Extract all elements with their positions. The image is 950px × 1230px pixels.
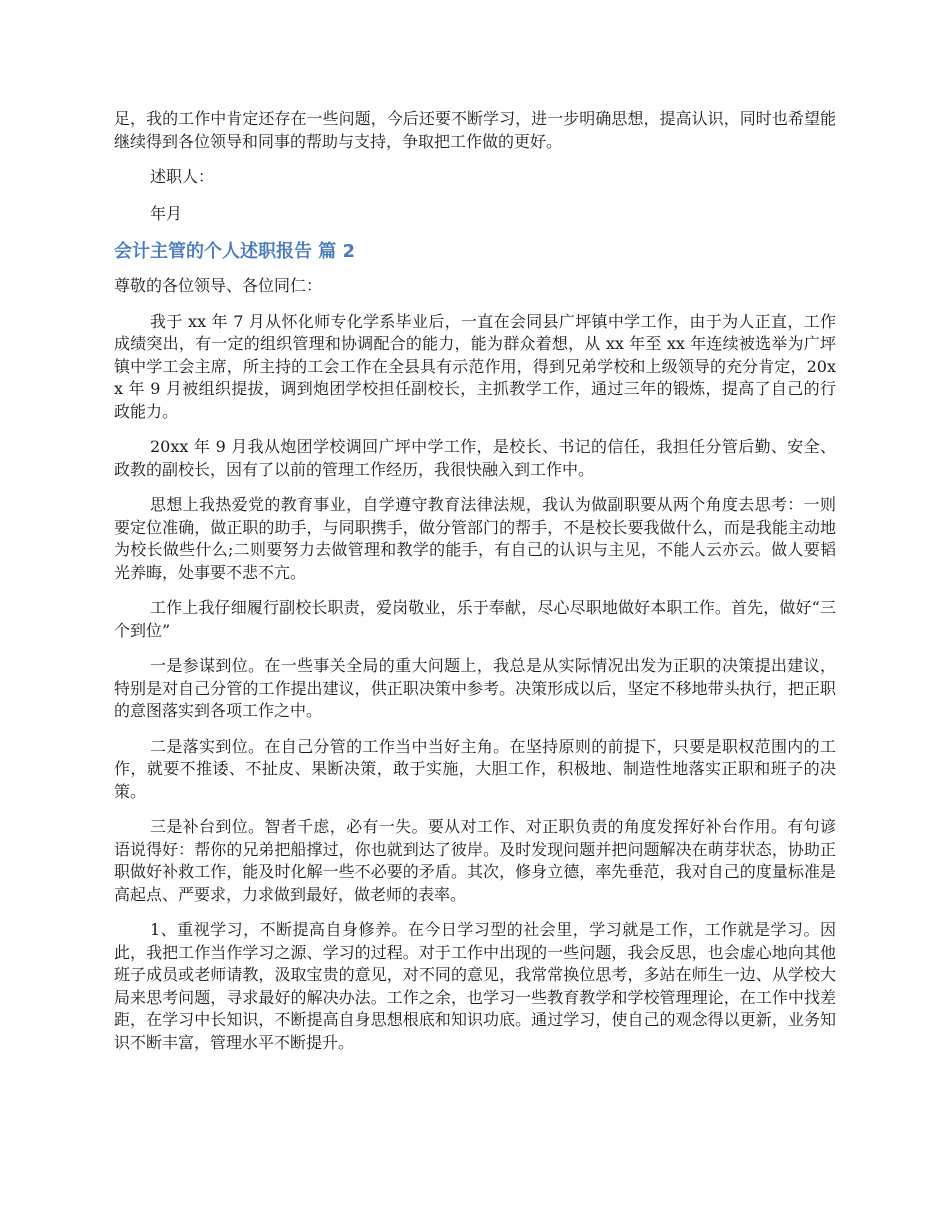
date-label: 年月 bbox=[150, 203, 183, 223]
body-paragraph: 工作上我仔细履行副校长职责，爱岗敬业，乐于奉献，尽心尽职地做好本职工作。首先，做好“三个到位” bbox=[114, 598, 836, 640]
body-paragraph: 思想上我热爱党的教育事业，自学遵守教育法律法规，我认为做副职要从两个角度去思考：一则要定位准确，做正职的助手，与同职携手，做分管部门的帮手，不是校长要我做什么，而是我能主动地为校长做些什么;二则要努力去做管理和教学的能手，有自己的认识与主见，不能人云亦云。做人要韬光养晦，处事要不悲不亢。 bbox=[114, 495, 836, 582]
section-heading: 会计主管的个人述职报告 篇 2 bbox=[114, 241, 356, 262]
body-paragraph: 三是补台到位。智者千虑，必有一失。要从对工作、对正职负责的角度发挥好补台作用。有句谚语说得好：帮你的兄弟把船撑过，你也就到达了彼岸。及时发现问题并把问题解决在萌芽状态，协助正职做好补救工作，能及时化解一些不必要的矛盾。其次，修身立德，率先垂范，我对自己的度量标准是高起点、严要求，力求做到最好，做老师的表率。 bbox=[114, 817, 836, 904]
intro-paragraph: 足，我的工作中肯定还存在一些问题，今后还要不断学习，进一步明确思想，提高认识，同时也希望能继续得到各位领导和同事的帮助与支持，争取把工作做的更好。 bbox=[114, 109, 836, 151]
document-page bbox=[114, 108, 836, 1067]
body-paragraph: 20xx 年 9 月我从炮团学校调回广坪中学工作，是校长、书记的信任，我担任分管后勤、安全、政教的副校长，因有了以前的管理工作经历，我很快融入到工作中。 bbox=[114, 437, 836, 479]
body-paragraph: 二是落实到位。在自己分管的工作当中当好主角。在坚持原则的前提下，只要是职权范围内的工作，就要不推诿、不扯皮、果断决策，敢于实施，大胆工作，积极地、制造性地落实正职和班子的决策。 bbox=[114, 736, 836, 801]
salutation: 尊敬的各位领导、各位同仁： bbox=[114, 276, 323, 295]
body-paragraph: 1、重视学习，不断提高自身修养。在今日学习型的社会里，学习就是工作，工作就是学习。因此，我把工作当作学习之源、学习的过程。对于工作中出现的一些问题，我会反思，也会虚心地向其他班子成员或老师请教，汲取宝贵的意见，对不同的意见，我常常换位思考，多站在师生一边、从学校大局来思考问题，寻求最好的解决办法。工作之余，也学习一些教育教学和学校管理理论，在工作中找差距，在学习中长知识，不断提高自身思想根底和知识功底。通过学习，使自己的观念得以更新，业务知识不断丰富，管理水平不断提升。 bbox=[114, 920, 836, 1052]
body-paragraph: 我于 xx 年 7 月从怀化师专化学系毕业后，一直在会同县广坪镇中学工作，由于为人正直，工作成绩突出，有一定的组织管理和协调配合的能力，能为群众着想，从 xx 年至 xx 年连续被选举为广坪镇中学工会主席，所主持的工会工作在全县具有示范作用，得到兄弟学校和上级领导的充分肯定，20xx 年 9 月被组织提拔，调到炮团学校担任副校长，主抓教学工作，通过三年的锻炼，提高了自己的行政能力。 bbox=[114, 311, 836, 421]
signature-label: 述职人： bbox=[150, 167, 215, 186]
body-paragraph: 一是参谋到位。在一些事关全局的重大问题上，我总是从实际情况出发为正职的决策提出建议，特别是对自己分管的工作提出建议，供正职决策中参考。决策形成以后，坚定不移地带头执行，把正职的意图落实到各项工作之中。 bbox=[114, 656, 836, 720]
